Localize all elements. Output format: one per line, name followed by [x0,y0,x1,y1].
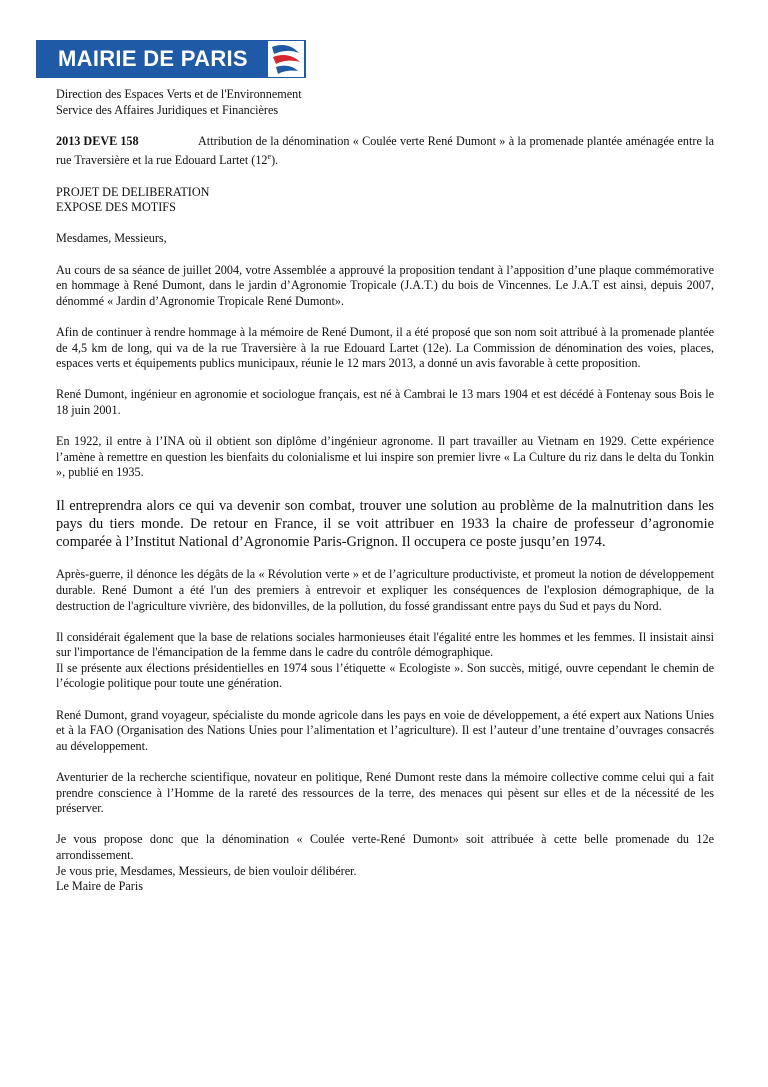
reference-title: Attribution de la dénomination « Coulée verte René Dumont » à la promenade plantée aménagée entre la rue Traversière et la rue Edouard Lartet (12 [56,133,714,168]
service-line: Service des Affaires Juridiques et Financières [56,102,279,117]
reference-title-end: ). [271,153,279,168]
motives-heading: EXPOSE DES MOTIFS [56,200,176,215]
paragraph-5: Il entreprendra alors ce qui va devenir son combat, trouver une solution au problème de la malnutrition dans les pays du tiers monde. De retour en France, il se voit attribuer en 1933 la chaire de professeur d’agronomie comparée à l’Institut National d’Agronomie Paris-Grignon. Il occupera ce poste jusqu’en 1974. [56,497,714,551]
signature: Le Maire de Paris [56,879,143,894]
direction-line: Direction des Espaces Verts et de l'Environnement [56,87,302,101]
logo-text: MAIRIE DE PARIS [58,46,248,71]
mairie-de-paris-logo [36,40,306,78]
paragraph-9: René Dumont, grand voyageur, spécialiste du monde agricole dans les pays en voie de développement, a été expert aux Nations Unies et à la FAO (Organisation des Nations Unies pour l’alimentation et l’agriculture). Il est l’auteur d’une trentaine d’ouvrages consacrés au développement. [56,707,714,753]
reference-number: 2013 DEVE 158 [56,133,139,148]
paragraph-11: Je vous propose donc que la dénomination « Coulée verte-René Dumont» soit attribuée à cette belle promenade du 12e arrondissement. [56,832,714,862]
document-body [56,87,714,895]
project-heading: PROJET DE DELIBERATION [56,184,210,199]
paragraph-10: Aventurier de la recherche scientifique, novateur en politique, René Dumont reste dans la mémoire collective comme celui qui a fait prendre conscience à l’Homme de la rareté des ressources de la terre, des menaces qui pèsent sur elles et de la nécessité de les préserver. [56,770,714,816]
paris-ship-emblem-icon [268,41,304,77]
paragraph-6: Après-guerre, il dénonce les dégâts de la « Révolution verte » et de l’agriculture productiviste, et promeut la notion de développement durable. René Dumont a été l'un des premiers à entrevoir et expliquer les conséquences de l'explosion démographique, de la destruction de l'agriculture vivrière, des bidonvilles, de la pollution, du fossé grandissant entre pays du Sud et pays du Nord. [56,567,714,613]
paragraph-8: Il se présente aux élections présidentielles en 1974 sous l’étiquette « Ecologiste ». Son succès, mitigé, ouvre cependant le chemin de l’écologie politique pour toute une génération. [56,660,714,691]
paragraph-2: Afin de continuer à rendre hommage à la mémoire de René Dumont, il a été proposé que son nom soit attribué à la promenade plantée de 4,5 km de long, qui va de la rue Traversière à la rue Edouard Lartet (12e). La Commission de dénomination des voies, places, espaces verts et équipements publics municipaux, réunie le 12 mars 2013, a donné un avis favorable à cette proposition. [56,324,714,371]
reference-title-sup: e [267,152,272,162]
paragraph-7: Il considérait également que la base de relations sociales harmonieuses était l'égalité entre les hommes et les femmes. Il insistait ainsi sur l'importance de l'émancipation de la femme dans le cadre du contrôle démographique. [56,629,714,660]
paragraph-3: René Dumont, ingénieur en agronomie et sociologue français, est né à Cambrai le 13 mars 1904 et est décédé à Fontenay sous Bois le 18 juin 2001. [56,387,714,417]
paragraph-12: Je vous prie, Mesdames, Messieurs, de bien vouloir délibérer. [56,863,357,878]
paragraph-1: Au cours de sa séance de juillet 2004, votre Assemblée a approuvé la proposition tendant à l’apposition d’une plaque commémorative en hommage à René Dumont, dans le jardin d’Agronomie Tropicale (J.A.T.) du bois de Vincennes. Le J.A.T est ainsi, depuis 2007, dénommé « Jardin d’Agronomie Tropicale René Dumont». [56,262,714,308]
paragraph-4: En 1922, il entre à l’INA où il obtient son diplôme d’ingénieur agronome. Il part travailler au Vietnam en 1929. Cette expérience l’amène à remettre en question les bienfaits du colonialisme et lui inspire son premier livre « La Culture du riz dans le delta du Tonkin », publié en 1935. [56,434,714,480]
deliberation-reference [56,134,714,169]
salutation: Mesdames, Messieurs, [56,231,167,246]
